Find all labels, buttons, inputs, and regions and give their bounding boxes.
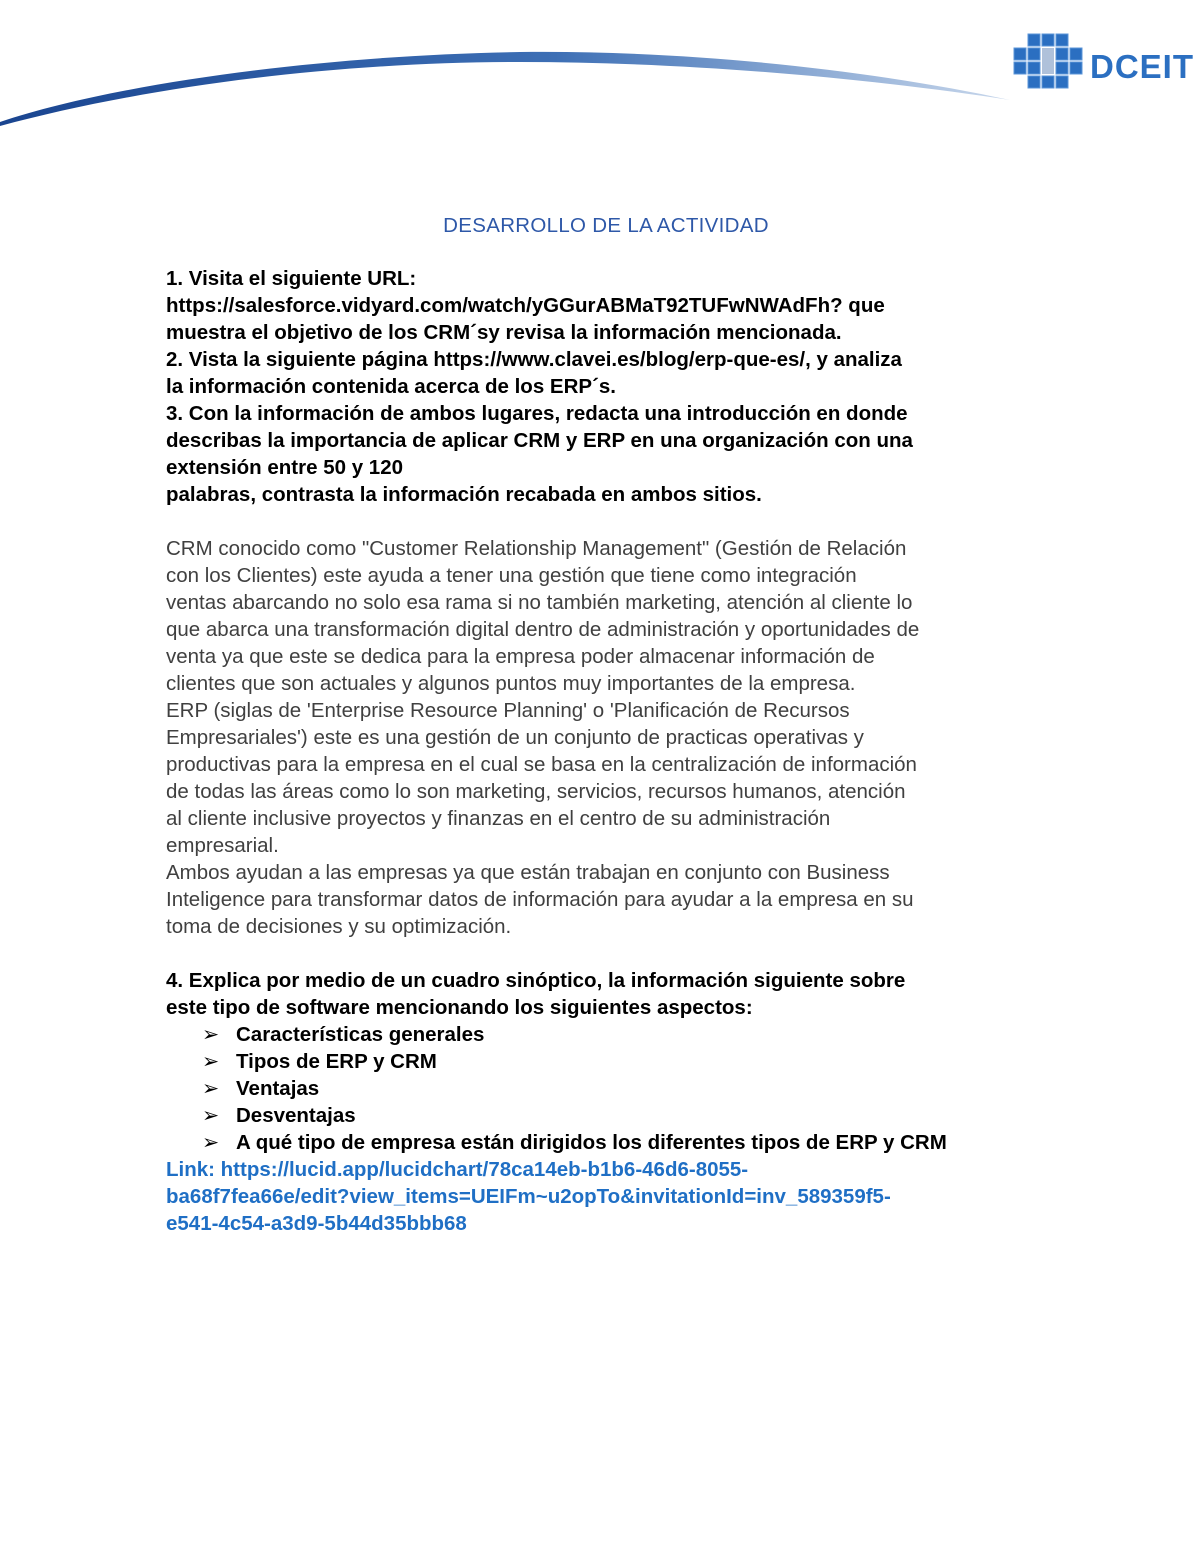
answer-line: Inteligence para transformar datos de información para ayudar a la empresa en su xyxy=(166,888,914,911)
list-item xyxy=(202,1102,1046,1129)
arrow-bullet-icon: ➢ xyxy=(202,1023,220,1046)
header-swoosh xyxy=(0,0,1020,130)
list-item-label: Tipos de ERP y CRM xyxy=(236,1050,437,1073)
question-2-line: la información contenida acerca de los ERP´s. xyxy=(166,375,616,398)
list-item-label: Características generales xyxy=(236,1023,485,1046)
answer-text xyxy=(166,535,1046,940)
question-4-line: este tipo de software mencionando los siguientes aspectos: xyxy=(166,996,753,1019)
dceit-logo xyxy=(1008,30,1198,102)
answer-line: clientes que son actuales y algunos puntos muy importantes de la empresa. xyxy=(166,672,856,695)
answer-line: ventas abarcando no solo esa rama si no también marketing, atención al cliente lo xyxy=(166,591,913,614)
question-3 xyxy=(166,400,1046,508)
arrow-bullet-icon: ➢ xyxy=(202,1104,220,1127)
question-1-line: 1. Visita el siguiente URL: xyxy=(166,267,417,290)
question-3-line: extensión entre 50 y 120 xyxy=(166,456,404,479)
answer-line: con los Clientes) este ayuda a tener una gestión que tiene como integración xyxy=(166,564,857,587)
question-1-line: muestra el objetivo de los CRM´sy revisa la información mencionada. xyxy=(166,321,842,344)
aspects-list xyxy=(166,1021,1046,1156)
link-line[interactable]: ba68f7fea66e/edit?view_items=UEIFm~u2opTo&invitationId=inv_589359f5- xyxy=(166,1185,891,1208)
answer-line: Empresariales') este es una gestión de un conjunto de practicas operativas y xyxy=(166,726,864,749)
page-title: DESARROLLO DE LA ACTIVIDAD xyxy=(443,214,769,237)
dceit-cube-logo-icon xyxy=(1008,30,1088,100)
document-body xyxy=(166,212,1046,1237)
list-item xyxy=(202,1129,996,1156)
answer-line: Ambos ayudan a las empresas ya que están trabajan en conjunto con Business xyxy=(166,861,890,884)
list-item-label: Desventajas xyxy=(236,1104,356,1127)
list-item xyxy=(202,1021,1046,1048)
question-1 xyxy=(166,265,1046,346)
question-2 xyxy=(166,346,1046,400)
answer-line: que abarca una transformación digital dentro de administración y oportunidades de xyxy=(166,618,920,641)
page-header xyxy=(0,0,1200,140)
question-3-line: 3. Con la información de ambos lugares, redacta una introducción en donde xyxy=(166,402,908,425)
answer-line: de todas las áreas como lo son marketing, servicios, recursos humanos, atención xyxy=(166,780,906,803)
question-2-line: 2. Vista la siguiente página https://www.clavei.es/blog/erp-que-es/, y analiza xyxy=(166,348,902,371)
link-line[interactable]: Link: https://lucid.app/lucidchart/78ca14eb-b1b6-46d6-8055- xyxy=(166,1158,749,1181)
question-4-line: 4. Explica por medio de un cuadro sinóptico, la información siguiente sobre xyxy=(166,969,906,992)
answer-line: toma de decisiones y su optimización. xyxy=(166,915,512,938)
question-1-url[interactable]: https://salesforce.vidyard.com/watch/yGGurABMaT92TUFwNWAdFh? que xyxy=(166,294,885,317)
arrow-bullet-icon: ➢ xyxy=(202,1050,220,1073)
answer-line: productivas para la empresa en el cual se basa en la centralización de información xyxy=(166,753,917,776)
arrow-bullet-icon: ➢ xyxy=(202,1077,220,1100)
arrow-bullet-icon: ➢ xyxy=(202,1131,220,1154)
list-item xyxy=(202,1075,1046,1102)
answer-line: ERP (siglas de 'Enterprise Resource Planning' o 'Planificación de Recursos xyxy=(166,699,850,722)
lucidchart-link[interactable] xyxy=(166,1156,1046,1237)
question-3-line: describas la importancia de aplicar CRM y ERP en una organización con una xyxy=(166,429,913,452)
answer-line: empresarial. xyxy=(166,834,279,857)
question-3-line: palabras, contrasta la información recabada en ambos sitios. xyxy=(166,483,762,506)
list-item-label: A qué tipo de empresa están dirigidos los diferentes tipos de ERP y CRM xyxy=(236,1131,947,1154)
logo-text: DCEIT xyxy=(1090,48,1194,85)
list-item-label: Ventajas xyxy=(236,1077,320,1100)
list-item xyxy=(202,1048,1046,1075)
answer-line: al cliente inclusive proyectos y finanzas en el centro de su administración xyxy=(166,807,831,830)
link-line[interactable]: e541-4c54-a3d9-5b44d35bbb68 xyxy=(166,1212,467,1235)
question-4 xyxy=(166,967,1046,1156)
answer-line: CRM conocido como "Customer Relationship Management" (Gestión de Relación xyxy=(166,537,907,560)
answer-line: venta ya que este se dedica para la empresa poder almacenar información de xyxy=(166,645,875,668)
